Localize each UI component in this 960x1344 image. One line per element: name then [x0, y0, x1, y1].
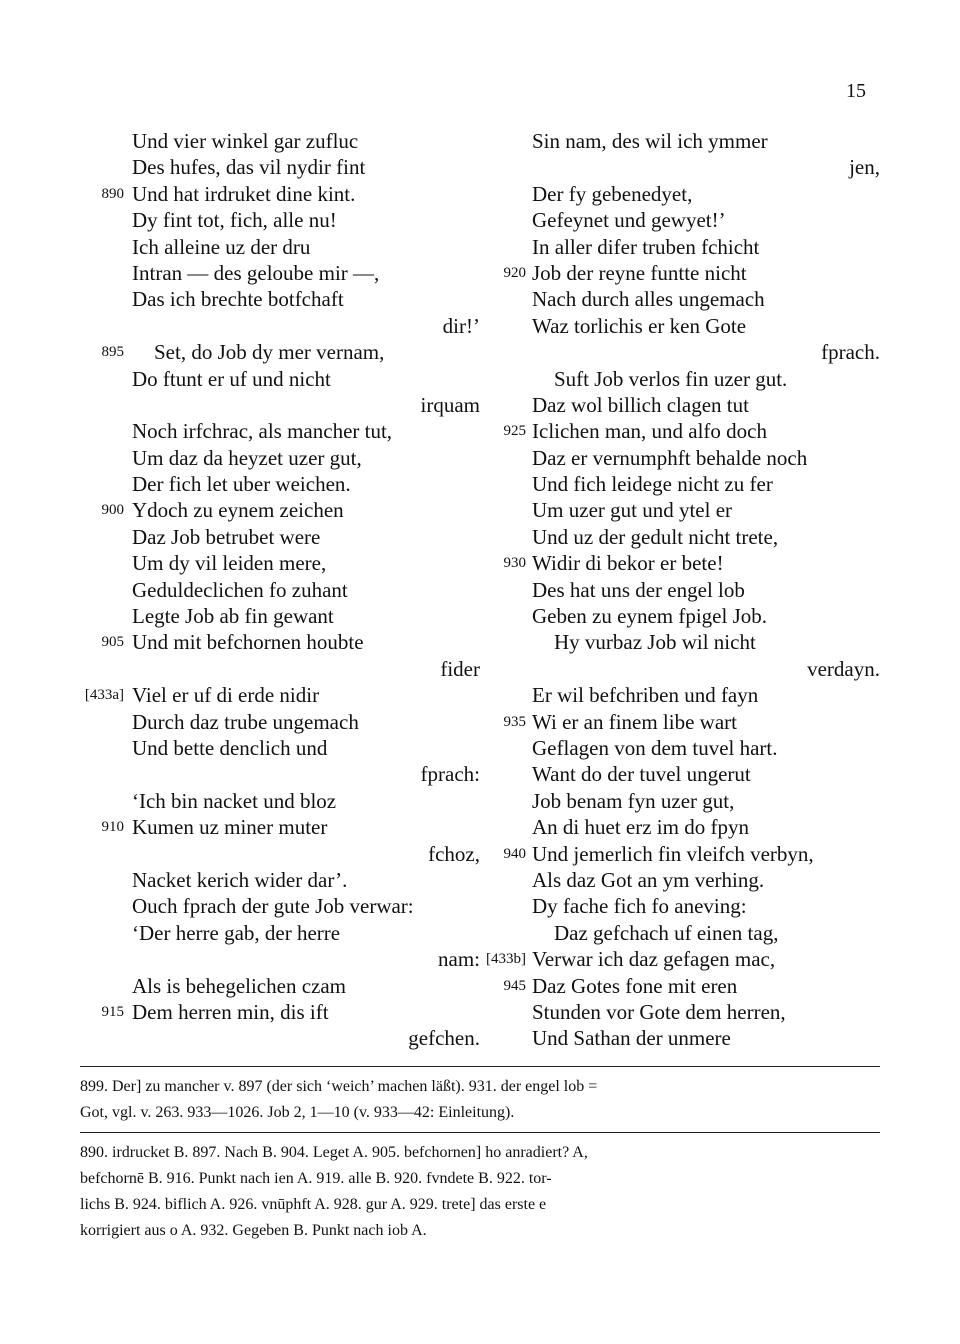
verse-text: Hy vurbaz Job wil nicht	[554, 630, 756, 655]
verse-text: Und Sathan der unmere	[532, 1026, 731, 1051]
verse-line	[80, 471, 480, 497]
verse-line	[480, 867, 880, 893]
verse-line	[480, 339, 880, 365]
verse-text: Nacket kerich wider dar’.	[132, 867, 348, 892]
verse-line	[80, 128, 480, 154]
verse-line	[480, 603, 880, 629]
line-number: 895	[101, 344, 124, 361]
line-number: 910	[101, 819, 124, 836]
line-number: 890	[101, 185, 124, 202]
verse-line	[80, 682, 480, 708]
verse-text: Um daz da heyzet uzer gut,	[132, 445, 362, 470]
footnote-rule-top	[80, 1066, 880, 1067]
verse-text: Daz er vernumphft behalde noch	[532, 445, 808, 470]
verse-text: Noch irfchrac, als mancher tut,	[132, 419, 393, 444]
verse-text: Und bette denclich und	[132, 735, 328, 760]
verse-line	[80, 1025, 480, 1051]
verse-line	[80, 735, 480, 761]
verse-text: fider	[440, 656, 480, 681]
verse-text: Des hufes, das vil nydir fint	[132, 155, 366, 180]
verse-text: Daz gefchach uf einen tag,	[554, 920, 779, 945]
right-verse-column	[480, 128, 880, 1052]
verse-line	[480, 524, 880, 550]
verse-text: Geduldeclichen fo zuhant	[132, 577, 348, 602]
verse-line	[80, 524, 480, 550]
verse-line	[80, 497, 480, 523]
verse-line	[480, 1025, 880, 1051]
verse-line	[80, 814, 480, 840]
verse-text: Dem herren min, dis ift	[132, 999, 329, 1024]
verse-line	[80, 577, 480, 603]
verse-text: fchoz,	[428, 841, 480, 866]
verse-line	[480, 313, 880, 339]
verse-line	[480, 788, 880, 814]
line-number: 935	[503, 713, 526, 730]
verse-text: Der fich let uber weichen.	[132, 472, 351, 497]
verse-line	[480, 656, 880, 682]
verse-line	[80, 841, 480, 867]
verse-line	[80, 946, 480, 972]
verse-text: Ich alleine uz der dru	[132, 234, 311, 259]
verse-line	[80, 656, 480, 682]
verse-text: dir!’	[442, 313, 480, 338]
verse-line	[80, 154, 480, 180]
verse-line	[80, 339, 480, 365]
verse-line	[80, 260, 480, 286]
verse-text: Iclichen man, und alfo doch	[532, 419, 767, 444]
verse-line	[80, 313, 480, 339]
verse-text: Job benam fyn uzer gut,	[532, 788, 735, 813]
verse-line	[480, 497, 880, 523]
note-line: befchornē B. 916. Punkt nach ien A. 919. alle B. 920. fvndete B. 922. tor-	[80, 1170, 552, 1187]
verse-line	[80, 207, 480, 233]
verse-text: Sin nam, des wil ich ymmer	[532, 129, 768, 153]
verse-line	[80, 234, 480, 260]
note-line: 899. Der] zu mancher v. 897 (der sich ‘weich’ machen läßt). 931. der engel lob =	[80, 1078, 598, 1095]
verse-line	[80, 181, 480, 207]
verse-line	[80, 867, 480, 893]
verse-line	[80, 550, 480, 576]
verse-line	[480, 946, 880, 972]
verse-line	[80, 603, 480, 629]
line-number: 925	[503, 423, 526, 440]
verse-line	[480, 154, 880, 180]
verse-text: Geflagen von dem tuvel hart.	[532, 735, 778, 760]
verse-text: Verwar ich daz gefagen mac,	[532, 947, 776, 972]
line-number: 930	[503, 555, 526, 572]
verse-line	[480, 841, 880, 867]
verse-text: Dy fache fich fo aneving:	[532, 894, 747, 919]
verse-text: Stunden vor Gote dem herren,	[532, 999, 786, 1024]
note-line: lichs B. 924. biflich A. 926. vnūphft A. 928. gur A. 929. trete] das erste e	[80, 1196, 547, 1213]
verse-text: Want do der tuvel ungerut	[532, 762, 751, 787]
line-number: 920	[503, 264, 526, 281]
verse-text: Um dy vil leiden mere,	[132, 551, 327, 576]
verse-text: ‘Ich bin nacket und bloz	[132, 788, 337, 813]
verse-text: In aller difer truben fchicht	[532, 234, 760, 259]
verse-line	[480, 629, 880, 655]
verse-line	[480, 418, 880, 444]
verse-line	[480, 234, 880, 260]
verse-text: Intran — des geloube mir —,	[132, 260, 380, 285]
verse-line	[480, 286, 880, 312]
verse-text: Und uz der gedult nicht trete,	[532, 524, 779, 549]
line-number: [433a]	[84, 687, 124, 704]
verse-text: Kumen uz miner muter	[132, 815, 328, 840]
note-line: korrigiert aus o A. 932. Gegeben B. Punkt nach iob A.	[80, 1222, 427, 1239]
verse-line	[480, 577, 880, 603]
verse-text: Und mit befchornen houbte	[132, 630, 364, 655]
verse-line	[480, 709, 880, 735]
verse-text: verdayn.	[807, 656, 880, 681]
commentary-notes	[80, 1074, 880, 1126]
verse-line	[480, 471, 880, 497]
verse-line	[80, 920, 480, 946]
verse-line	[80, 286, 480, 312]
verse-text: ‘Der herre gab, der herre	[132, 920, 341, 945]
verse-line	[80, 999, 480, 1025]
verse-line	[80, 629, 480, 655]
note-line: Got, vgl. v. 263. 933—1026. Job 2, 1—10 (v. 933—42: Einleitung).	[80, 1104, 515, 1121]
verse-text: An di huet erz im do fpyn	[532, 815, 749, 840]
verse-line	[80, 392, 480, 418]
verse-text: Des hat uns der engel lob	[532, 577, 745, 602]
line-number: 945	[503, 977, 526, 994]
verse-line	[80, 709, 480, 735]
verse-text: Und hat irdruket dine kint.	[132, 181, 356, 206]
verse-text: Nach durch alles ungemach	[532, 287, 765, 312]
verse-line	[480, 392, 880, 418]
verse-text: Geben zu eynem fpigel Job.	[532, 604, 768, 629]
verse-text: Das ich brechte botfchaft	[132, 287, 344, 312]
verse-text: Waz torlichis er ken Gote	[532, 313, 747, 338]
verse-line	[480, 920, 880, 946]
verse-text: Der fy gebenedyet,	[532, 181, 693, 206]
verse-text: Widir di bekor er bete!	[532, 551, 724, 576]
footnote-rule-bottom	[80, 1132, 880, 1133]
verse-text: Daz Gotes fone mit eren	[532, 973, 738, 998]
verse-line	[480, 999, 880, 1025]
verse-text: Als daz Got an ym verhing.	[532, 867, 765, 892]
verse-line	[480, 366, 880, 392]
line-number: 900	[101, 502, 124, 519]
verse-text: Und fich leidege nicht zu fer	[532, 472, 773, 497]
verse-text: gefchen.	[408, 1026, 480, 1051]
verse-line	[80, 366, 480, 392]
page-number: 15	[846, 80, 866, 102]
verse-text: Ouch fprach der gute Job verwar:	[132, 894, 414, 919]
verse-line	[480, 973, 880, 999]
line-number: 940	[503, 845, 526, 862]
left-verse-column	[80, 128, 480, 1052]
verse-text: Gefeynet und gewyet!’	[532, 208, 726, 233]
verse-text: fprach:	[420, 762, 480, 787]
verse-line	[480, 761, 880, 787]
verse-text: Durch daz trube ungemach	[132, 709, 359, 734]
verse-text: Ydoch zu eynem zeichen	[132, 498, 344, 523]
verse-line	[480, 893, 880, 919]
verse-text: Legte Job ab fin gewant	[132, 604, 334, 629]
verse-text: nam:	[438, 947, 480, 972]
verse-text: Set, do Job dy mer vernam,	[154, 340, 385, 365]
note-line: 890. irdrucket B. 897. Nach B. 904. Leget A. 905. befchornen] ho anradiert? A,	[80, 1144, 588, 1161]
verse-text: Dy fint tot, fich, alle nu!	[132, 208, 337, 233]
verse-text: Suft Job verlos fin uzer gut.	[554, 366, 788, 391]
verse-line	[480, 207, 880, 233]
verse-text: jen,	[849, 155, 880, 180]
verse-text: Und jemerlich fin vleifch verbyn,	[532, 841, 814, 866]
verse-line	[480, 445, 880, 471]
verse-line	[480, 682, 880, 708]
verse-line	[480, 735, 880, 761]
verse-text: Viel er uf di erde nidir	[132, 683, 320, 708]
verse-line	[480, 550, 880, 576]
apparatus-notes	[80, 1140, 880, 1244]
verse-line	[480, 128, 880, 154]
verse-text: Do ftunt er uf und nicht	[132, 366, 331, 391]
verse-text: irquam	[420, 392, 480, 417]
verse-text: Er wil befchriben und fayn	[532, 683, 759, 708]
verse-line	[80, 893, 480, 919]
verse-text: Um uzer gut und ytel er	[532, 498, 733, 523]
verse-text: Daz wol billich clagen tut	[532, 392, 749, 417]
line-number: 915	[101, 1003, 124, 1020]
verse-text: Job der reyne funtte nicht	[532, 260, 747, 285]
verse-line	[80, 761, 480, 787]
verse-line	[80, 973, 480, 999]
verse-line	[480, 181, 880, 207]
verse-text: Als is behegelichen czam	[132, 973, 346, 998]
verse-line	[80, 788, 480, 814]
verse-line	[480, 260, 880, 286]
verse-text: fprach.	[821, 340, 880, 365]
line-number: 905	[101, 634, 124, 651]
verse-text: Und vier winkel gar zufluc	[132, 129, 359, 153]
line-number: [433b]	[486, 951, 526, 968]
verse-line	[80, 418, 480, 444]
verse-text: Wi er an finem libe wart	[532, 709, 737, 734]
verse-line	[480, 814, 880, 840]
verse-line	[80, 445, 480, 471]
verse-text: Daz Job betrubet were	[132, 524, 321, 549]
